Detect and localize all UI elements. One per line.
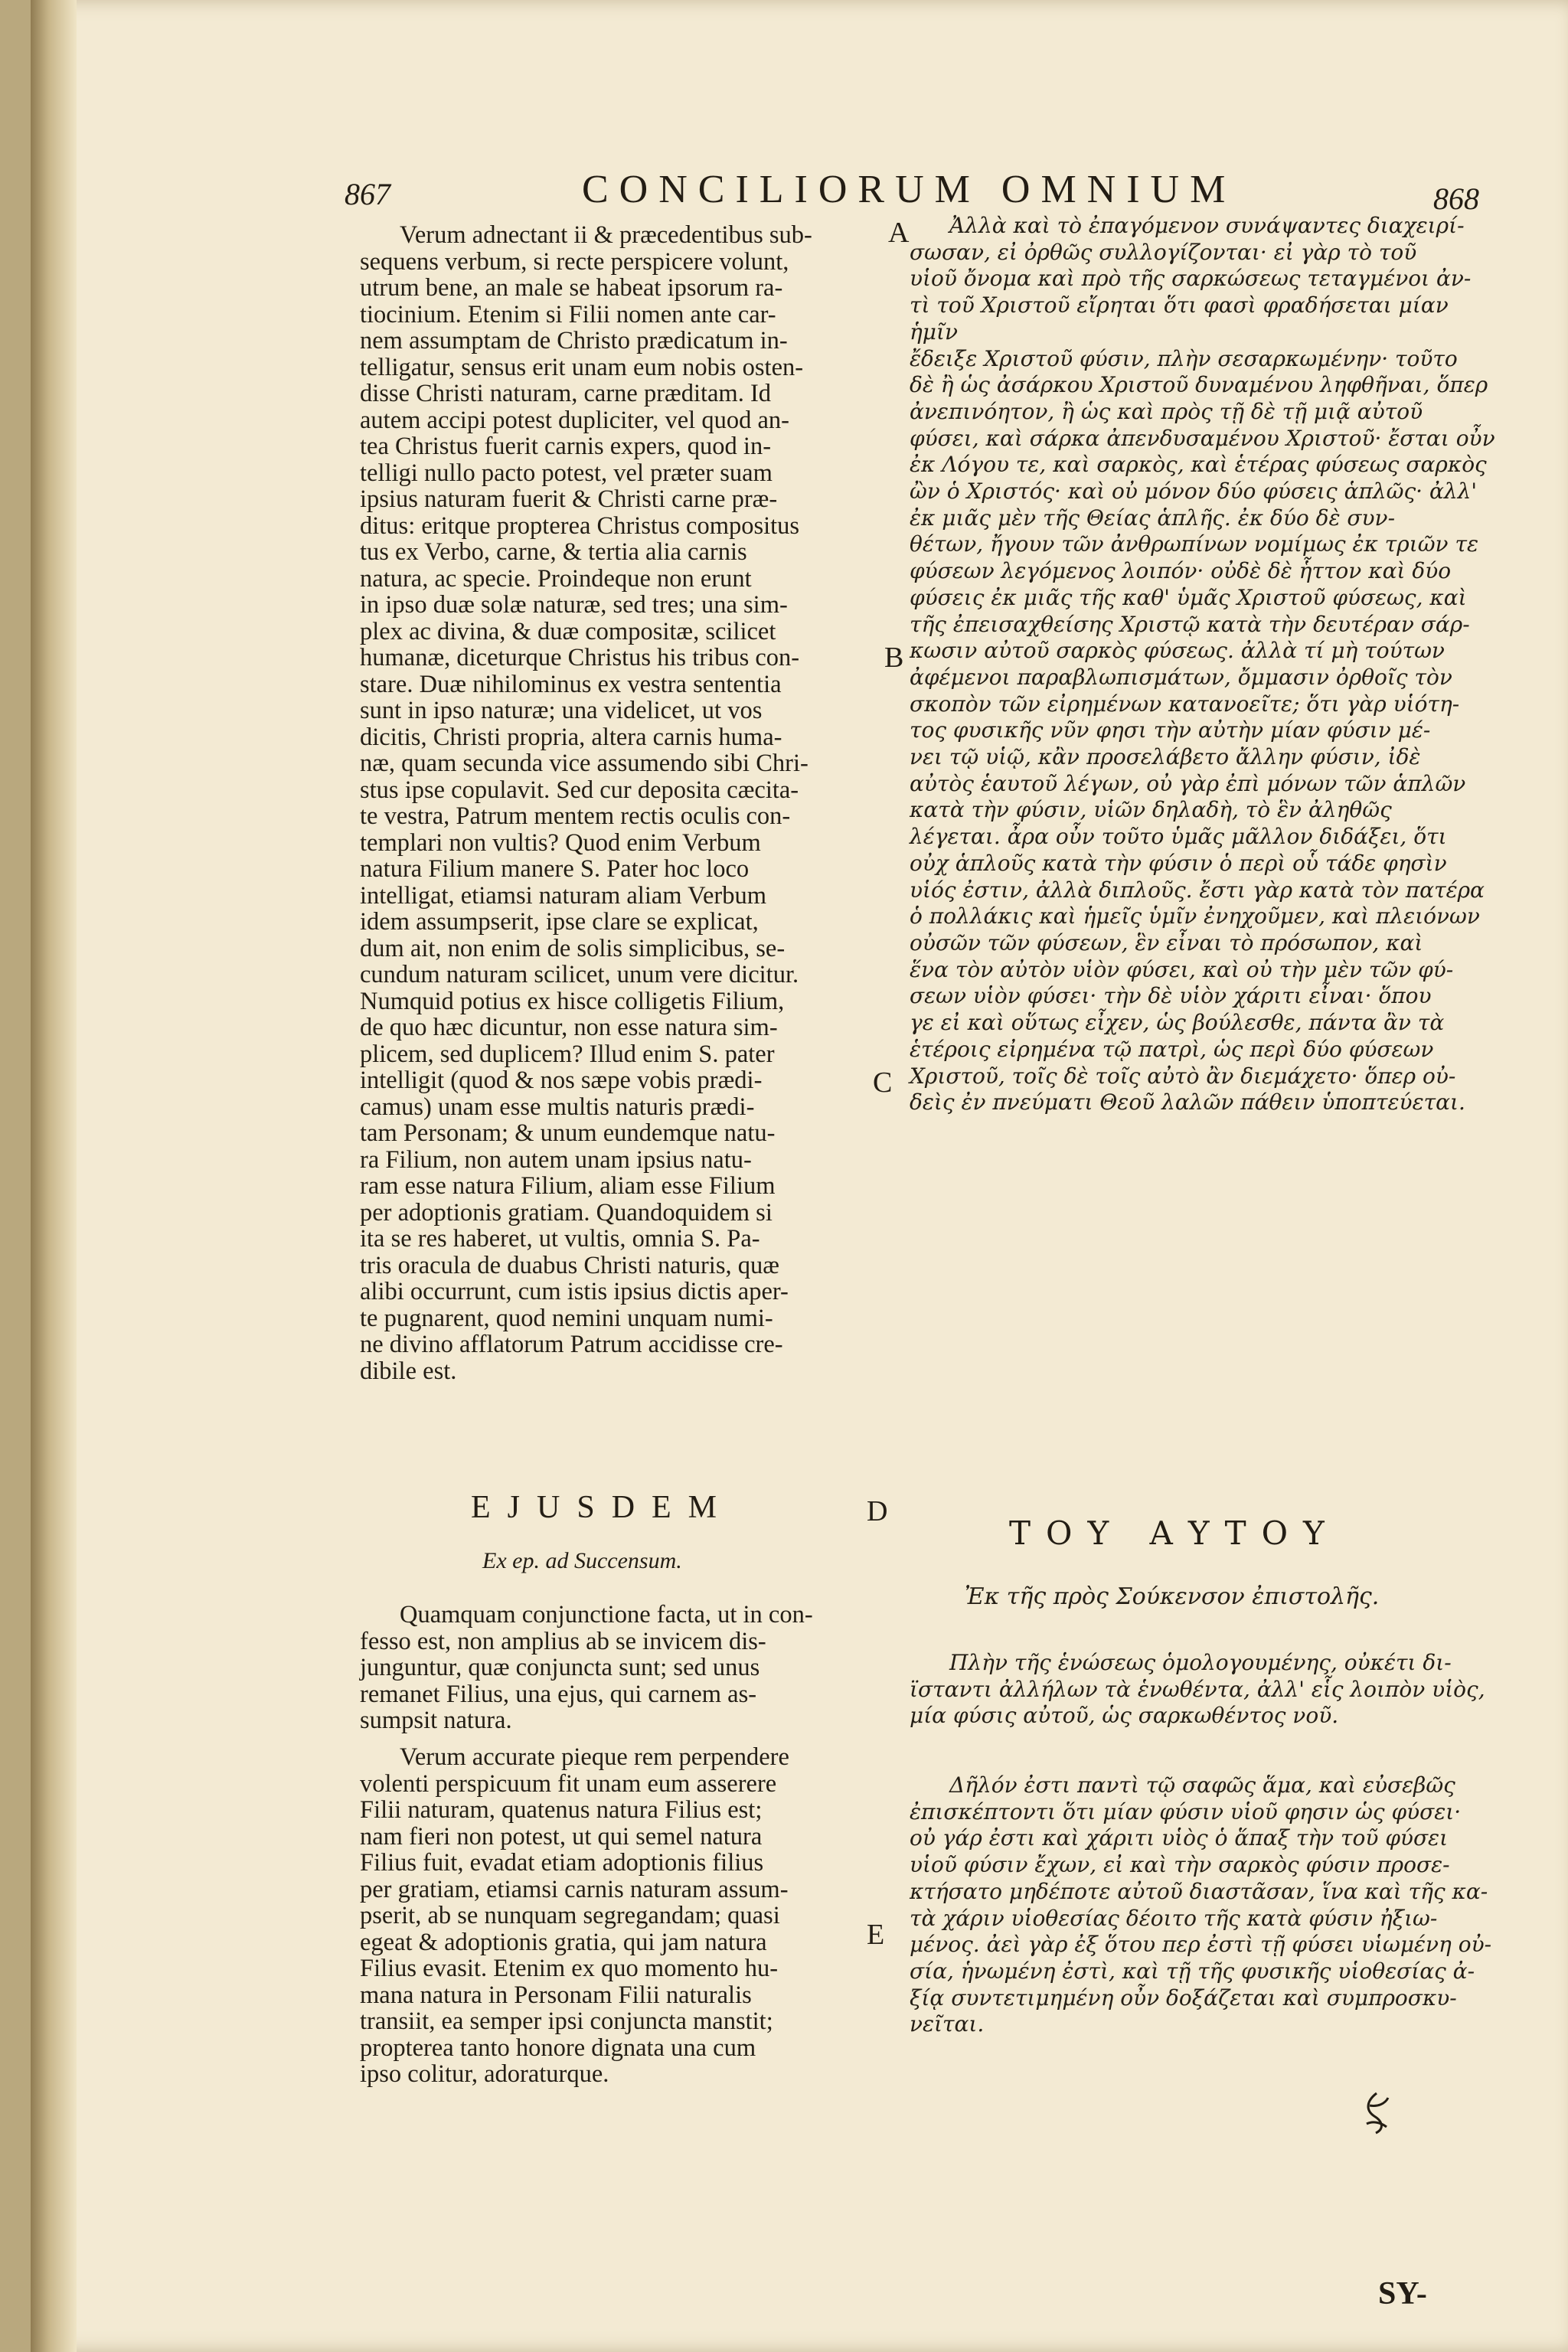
text-line: per adoptionis gratiam. Quandoquidem si [360,1198,773,1227]
text-line: νεῖται. [910,2011,985,2037]
text-line: φύσεων λεγόμενος λοιπόν· οὐδὲ δὲ ἧττον καὶ δύο [910,558,1452,584]
text-line: σία, ἡνωμένη ἐστὶ, καὶ τῇ τῆς φυσικῆς υἱοθεσίας ἀ- [910,1958,1475,1984]
text-line: plicem, sed duplicem? Illud enim S. pater [360,1040,775,1068]
text-line: næ, quam secunda vice assumendo sibi Chri- [360,750,808,777]
text-line: stus ipse copulavit. Sed cur deposita cæcita- [360,776,799,804]
text-line: alibi occurrunt, cum istis ipsius dictis aper- [360,1278,789,1305]
text-line: de quo hæc dicuntur, non esse natura sim- [360,1014,778,1041]
margin-letter-b: B [884,642,904,674]
latin-text-lower-p1 [360,1602,873,1734]
catchword: SY- [1378,2276,1427,2311]
text-line: telligi nullo pacto potest, vel præter suam [360,459,773,487]
text-line: υἱοῦ φύσιν ἔχων, εἰ καὶ τὴν σαρκὸς φύσιν προσε- [910,1852,1450,1878]
text-line: ὁ πολλάκις καὶ ἡμεῖς ὑμῖν ἐνηχοῦμεν, καὶ πλειόνων [910,903,1480,929]
text-line: ita se res haberet, ut vultis, omnia S. Pa- [360,1225,760,1253]
text-line: idem assumpserit, ipse clare se explicat, [360,908,759,936]
text-line: te vestra, Patrum mentem rectis oculis con- [360,802,791,830]
text-line: ὢν ὁ Χριστός· καὶ οὐ μόνον δύο φύσεις ἁπλῶς· ἀλλ' [910,479,1478,505]
text-line: intelligat, etiamsi naturam aliam Verbum [360,881,766,910]
margin-letter-e: E [867,1919,885,1951]
text-line: humanæ, diceturque Christus his tribus con- [360,644,800,671]
text-line: nam fieri non potest, ut qui semel natura [360,1822,763,1851]
text-line: ra Filium, non autem unam ipsius natu- [360,1145,752,1174]
text-line: disse Christi naturam, carne præditam. Id [360,380,772,407]
text-line: sumpsit natura. [360,1707,512,1734]
text-line: ne divino afflatorum Patrum accidisse cre- [360,1331,783,1358]
text-line: tea Christus fuerit carnis expers, quod in- [360,433,772,460]
text-line: ram esse natura Filium, aliam esse Filium [360,1172,776,1200]
text-line: pserit, ab se nunquam segregandam; quasi [360,1902,780,1929]
latin-section-title: EJUSDEM [471,1490,734,1525]
text-line: ἐκ Λόγου τε, καὶ σαρκὸς, καὶ ἑτέρας φύσεως σαρκὸς [910,452,1487,478]
text-line: τὶ τοῦ Χριστοῦ εἴρηται ὅτι φασὶ φραδήσεται μίαν ἡμῖν [910,292,1449,345]
greek-section-subtitle: Ἐκ τῆς πρὸς Σούκενσον ἐπιστολῆς. [965,1583,1380,1610]
text-line: fesso est, non amplius ab se invicem dis- [360,1627,766,1655]
margin-letter-d: D [867,1495,888,1527]
text-line: intelligit (quod & nos sæpe vobis prædi- [360,1067,763,1094]
text-line: οὐσῶν τῶν φύσεων, ἓν εἶναι τὸ πρόσωπον, καὶ [910,929,1423,956]
text-line: dum ait, non enim de solis simplicibus, se- [360,934,786,962]
text-line: utrum bene, an male se habeat ipsorum ra- [360,274,783,302]
margin-letter-a: A [888,217,910,249]
book-binding [31,0,77,2352]
text-line: per gratiam, etiamsi carnis naturam assum- [360,1875,789,1903]
text-line: σκοπὸν τῶν εἰρημένων κατανοεῖτε; ὅτι γὰρ υἱότη- [910,691,1460,717]
text-line: sunt in ipso naturæ; una videlicet, ut vos [360,697,763,724]
text-line: ϊσταντι ἀλλήλων τὰ ἑνωθέντα, ἀλλ' εἷς λοιπὸν υἱὸς, [910,1676,1485,1702]
text-line: ἐκ μιᾶς μὲν τῆς Θείας ἁπλῆς. ἐκ δύο δὲ συν- [910,505,1396,531]
text-line: mana natura in Personam Filii naturalis [360,1981,752,2009]
text-line: cundum naturam scilicet, unum vere dicitur. [360,961,799,988]
text-line: te pugnarent, quod nemini unquam numi- [360,1304,773,1332]
text-line: sequens verbum, si recte perspicere volunt, [360,247,789,276]
text-line: ἐπισκέπτοντι ὅτι μίαν φύσιν υἱοῦ φησιν ὡς φύσει· [910,1798,1462,1824]
text-line: Verum adnectant ii & præcedentibus sub- [400,221,812,249]
text-line: μία φύσις αὐτοῦ, ὡς σαρκωθέντος νοῦ. [910,1703,1339,1729]
text-line: ἕνα τὸν αὐτὸν υἱὸν φύσει, καὶ οὐ τὴν μὲν τῶν φύ- [910,956,1454,982]
text-line: plex ac divina, & duæ compositæ, scilicet [360,617,776,645]
text-line: natura Filium manere S. Pater hoc loco [360,855,750,883]
page-number-right: 868 [1433,181,1479,216]
text-line: volenti perspicuum fit unam eum asserere [360,1769,777,1798]
text-line: φύσεις ἐκ μιᾶς τῆς καθ' ὑμᾶς Χριστοῦ φύσεως, καὶ [910,584,1467,610]
text-line: ditus: eritque propterea Christus compositus [360,511,800,540]
text-line: Ἀλλὰ καὶ τὸ ἐπαγόμενον συνάψαντες διαχειρί- [949,213,1465,238]
text-line: ξίᾳ συντετιμημένη οὖν δοξάζεται καὶ συμπροσκυ- [910,1984,1457,2011]
text-line: λέγεται. ἆρα οὖν τοῦτο ὑμᾶς μᾶλλον διδάξει, ὅτι [910,824,1447,850]
text-line: Χριστοῦ, τοῖς δὲ τοῖς αὐτὸ ἂν διεμάχετο· ὅπερ οὐ- [910,1063,1456,1089]
text-line: nem assumptam de Christo prædicatum in- [360,327,788,354]
text-line: θέτων, ἤγουν τῶν ἀνθρωπίνων νομίμως ἐκ τριῶν τε [910,531,1478,557]
text-line: κτήσατο μηδέποτε αὐτοῦ διαστᾶσαν, ἵνα καὶ τῆς κα- [910,1878,1488,1904]
text-line: Filius evasit. Etenim ex quo momento hu- [360,1955,779,1982]
text-line: υἱός ἐστιν, ἀλλὰ διπλοῦς. ἔστι γὰρ κατὰ τὸν πατέρα [910,877,1485,903]
text-line: natura, ac specie. Proindeque non erunt [360,564,752,593]
text-line: δεὶς ἐν πνεύματι Θεοῦ λαλῶν πάθειν ὑποπτεύεται. [910,1089,1465,1116]
text-line: stare. Duæ nihilominus ex vestra sententia [360,670,782,698]
text-line: υἱοῦ ὄνομα καὶ πρὸ τῆς σαρκώσεως τεταγμένοι ἀν- [910,266,1472,292]
text-line: δὲ ἢ ὡς ἀσάρκου Χριστοῦ δυναμένου ληφθῆναι, ὅπερ [910,372,1488,398]
text-line: σωσαν, εἰ ὀρθῶς συλλογίζονται· εἰ γὰρ τὸ τοῦ [910,239,1417,265]
text-line: ἔδειξε Χριστοῦ φύσιν, πλὴν σεσαρκωμένην· τοῦτο [910,345,1458,371]
text-line: οὐ γάρ ἐστι καὶ χάριτι υἱὸς ὁ ἅπαξ τὴν τοῦ φύσει [910,1825,1449,1851]
greek-section-title: ΤΟΥ ΑΥΤΟΥ [1009,1514,1340,1552]
text-line: telligatur, sensus erit unam eum nobis osten- [360,353,804,381]
text-line: ipso colitur, adoraturque. [360,2060,609,2088]
text-line: dibile est. [360,1357,457,1385]
text-line: Δῆλόν ἐστι παντὶ τῷ σαφῶς ἅμα, καὶ εὐσεβῶς [949,1772,1455,1798]
text-line: κωσιν αὐτοῦ σαρκὸς φύσεως. ἀλλὰ τί μὴ τούτων [910,638,1445,664]
text-line: τὰ χάριν υἱοθεσίας δέοιτο τῆς κατὰ φύσιν ἠξιω- [910,1905,1438,1931]
text-line: αὐτὸς ἑαυτοῦ λέγων, οὐ γὰρ ἐπὶ μόνων τῶν ἁπλῶν [910,770,1466,796]
text-line: ipsius naturam fuerit & Christi carne præ- [360,485,778,513]
text-line: σεων υἱὸν φύσει· τὴν δὲ υἱὸν χάριτι εἶναι· ὅπου [910,983,1432,1009]
text-line: γε εἰ καὶ οὕτως εἶχεν, ὡς βούλεσθε, πάντα ἂν τὰ [910,1010,1445,1036]
text-line: transiit, ea semper ipsi conjuncta manstit; [360,2007,773,2035]
text-line: Numquid potius ex hisce colligetis Filium, [360,987,785,1015]
text-line: Πλὴν τῆς ἑνώσεως ὁμολογουμένης, οὐκέτι δι- [949,1650,1452,1675]
text-line: templari non vultis? Quod enim Verbum [360,828,761,857]
printer-ornament [1359,2090,1394,2136]
text-line: camus) unam esse multis naturis prædi- [360,1093,755,1121]
text-line: autem accipi potest dupliciter, vel quod an- [360,406,789,434]
margin-letter-c: C [873,1067,893,1099]
text-line: tus ex Verbo, carne, & tertia alia carnis [360,538,747,566]
text-line: Filii naturam, quatenus natura Filius est; [360,1796,763,1824]
text-line: οὐχ ἁπλοῦς κατὰ τὴν φύσιν ὁ περὶ οὗ τάδε φησὶν [910,850,1447,876]
latin-text-upper [360,222,873,1384]
text-line: propterea tanto honore dignata una cum [360,2034,756,2062]
text-line: tris oracula de duabus Christi naturis, quæ [360,1251,779,1279]
text-line: in ipso duæ solæ naturæ, sed tres; una sim- [360,591,788,619]
greek-text-lower-p1 [910,1650,1499,1730]
text-line: φύσει, καὶ σάρκα ἀπενδυσαμένου Χριστοῦ· ἔσται οὖν [910,425,1495,451]
text-line: egeat & adoptionis gratia, qui jam natura [360,1928,767,1956]
text-line: ἀνεπινόητον, ἢ ὡς καὶ πρὸς τῇ δὲ τῇ μιᾷ αὐτοῦ [910,398,1423,424]
running-head: CONCILIORUM OMNIUM [582,168,1236,211]
page-number-left: 867 [345,177,390,211]
text-line: Filius fuit, evadat etiam adoptionis filius [360,1849,764,1877]
text-line: κατὰ τὴν φύσιν, υἱῶν δηλαδὴ, τὸ ἓν ἀληθῶς [910,797,1392,823]
greek-text-lower-p2 [910,1772,1499,2038]
text-line: Quamquam conjunctione facta, ut in con- [400,1601,813,1628]
text-line: μένος. ἀεὶ γὰρ ἐξ ὅτου περ ἐστὶ τῇ φύσει υἱωμένη οὐ- [910,1932,1492,1958]
text-line: Verum accurate pieque rem perpendere [400,1743,789,1771]
text-line: νει τῷ υἱῷ, κἂν προσελάβετο ἄλλην φύσιν, ἰδὲ [910,744,1421,770]
text-line: ἀφέμενοι παραβλωπισμάτων, ὄμμασιν ὀρθοῖς τὸν [910,664,1452,690]
text-line: tiocinium. Etenim si Filii nomen ante car- [360,300,776,328]
text-line: dicitis, Christi propria, altera carnis huma- [360,723,782,751]
greek-text-upper [910,213,1499,1116]
text-line: tam Personam; & unum eundemque natu- [360,1119,776,1147]
text-line: τος φυσικῆς νῦν φησι τὴν αὐτὴν μίαν φύσιν μέ- [910,717,1431,743]
text-line: junguntur, quæ conjuncta sunt; sed unus [360,1654,760,1681]
latin-text-lower-p2 [360,1744,873,2088]
latin-section-subtitle: Ex ep. ad Succensum. [482,1548,682,1573]
text-line: remanet Filius, una ejus, qui carnem as- [360,1680,757,1708]
text-line: ἑτέροις εἰρημένα τῷ πατρὶ, ὡς περὶ δύο φύσεων [910,1036,1434,1062]
text-line: τῆς ἐπεισαχθείσης Χριστῷ κατὰ τὴν δευτέραν σάρ- [910,611,1470,637]
